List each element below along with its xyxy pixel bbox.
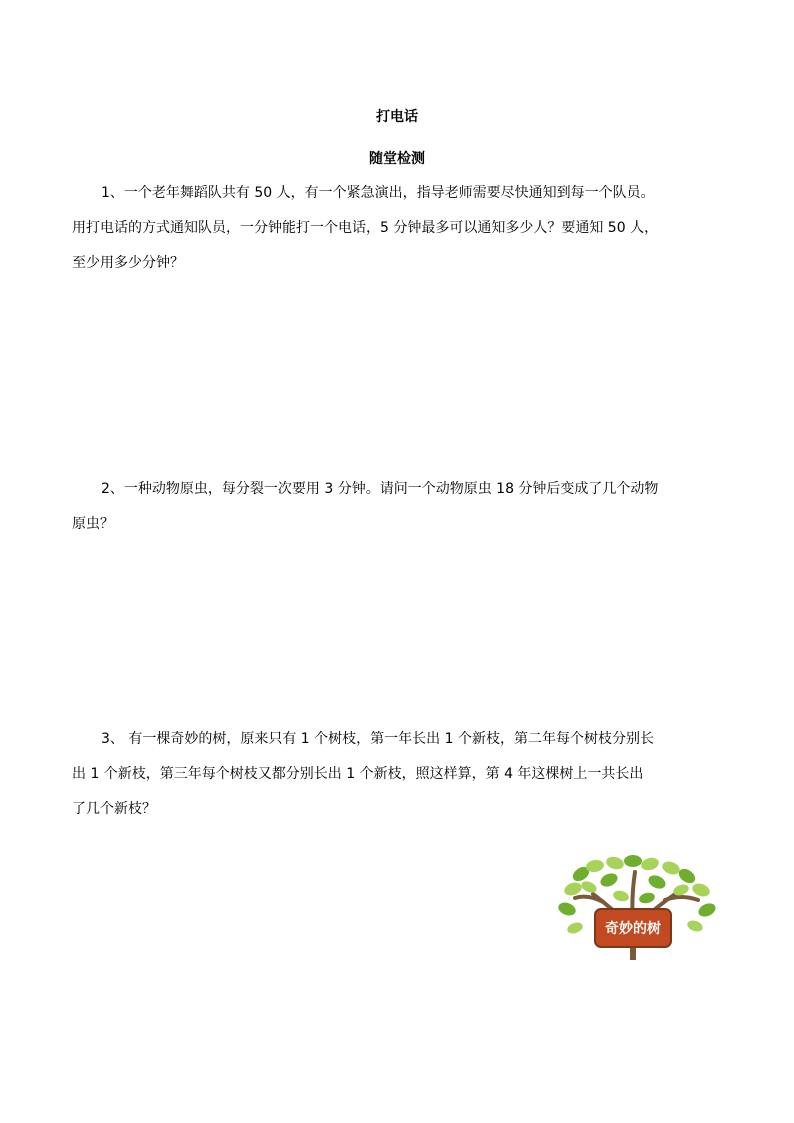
question-2-line-2: 原虫？ xyxy=(72,516,114,532)
question-3-line-1: 3、 有一棵奇妙的树，原来只有 1 个树枝，第一年长出 1 个新枝，第二年每个树枝分别长 xyxy=(101,731,654,747)
tree-icon xyxy=(553,854,719,962)
question-2 xyxy=(72,472,728,542)
question-2-line-1: 2、一种动物原虫，每分裂一次要用 3 分钟。请问一个动物原虫 18 分钟后变成了几个动物 xyxy=(101,481,659,497)
question-1-line-1: 1、一个老年舞蹈队共有 50 人，有一个紧急演出，指导老师需要尽快通知到每一个队员。 xyxy=(101,185,655,201)
question-3-line-2: 出 1 个新枝，第三年每个树枝又都分别长出 1 个新枝，照这样算，第 4 年这棵树上一共长出 xyxy=(72,766,644,782)
magic-tree-illustration xyxy=(553,854,719,962)
question-1 xyxy=(72,176,728,281)
question-1-line-3: 至少用多少分钟？ xyxy=(72,255,184,271)
question-3 xyxy=(72,722,728,827)
question-3-line-3: 了几个新枝？ xyxy=(72,801,156,817)
document-title: 打电话 xyxy=(376,109,418,125)
document-subtitle: 随堂检测 xyxy=(369,151,425,167)
question-1-line-2: 用打电话的方式通知队员，一分钟能打一个电话，5 分钟最多可以通知多少人？要通知 50 人， xyxy=(72,220,659,236)
sign-text: 奇妙的树 xyxy=(605,921,661,937)
